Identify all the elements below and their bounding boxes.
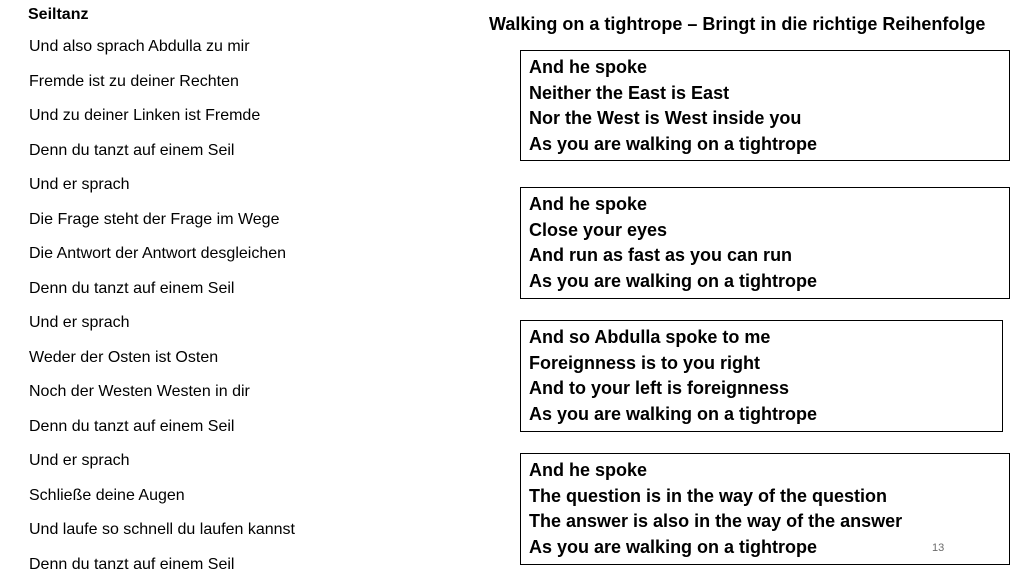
lyric-line: Fremde ist zu deiner Rechten (29, 71, 295, 106)
stanza-card-3[interactable] (520, 320, 1003, 432)
lyric-line: Weder der Osten ist Osten (29, 347, 295, 382)
lyric-line: Die Antwort der Antwort desgleichen (29, 243, 295, 278)
stanza-line: As you are walking on a tightrope (529, 402, 994, 428)
stanza-line: And so Abdulla spoke to me (529, 325, 994, 351)
stanza-line: And he spoke (529, 55, 1001, 81)
lyric-line: Denn du tanzt auf einem Seil (29, 554, 295, 588)
stanza-line: The answer is also in the way of the answer (529, 509, 1001, 535)
lyric-line: Und er sprach (29, 174, 295, 209)
stanza-line: And run as fast as you can run (529, 243, 1001, 269)
english-task-title: Walking on a tightrope – Bringt in die richtige Reihenfolge (489, 14, 985, 35)
german-title: Seiltanz (28, 6, 88, 24)
lyric-line: Denn du tanzt auf einem Seil (29, 140, 295, 175)
stanza-line: And he spoke (529, 458, 1001, 484)
stanza-card-2[interactable] (520, 187, 1010, 299)
lyric-line: Die Frage steht der Frage im Wege (29, 209, 295, 244)
stanza-line: Neither the East is East (529, 81, 1001, 107)
stanza-line: As you are walking on a tightrope (529, 535, 1001, 561)
lyric-line: Und laufe so schnell du laufen kannst (29, 519, 295, 554)
lyric-line: Noch der Westen Westen in dir (29, 381, 295, 416)
stanza-line: As you are walking on a tightrope (529, 269, 1001, 295)
lyric-line: Und zu deiner Linken ist Fremde (29, 105, 295, 140)
page-number: 13 (932, 542, 944, 554)
stanza-line: Foreignness is to you right (529, 351, 994, 377)
lyric-line: Denn du tanzt auf einem Seil (29, 416, 295, 451)
stanza-line: Nor the West is West inside you (529, 106, 1001, 132)
stanza-line: The question is in the way of the question (529, 484, 1001, 510)
stanza-card-1[interactable] (520, 50, 1010, 161)
lyric-line: Und er sprach (29, 450, 295, 485)
lyric-line: Schließe deine Augen (29, 485, 295, 520)
lyric-line: Denn du tanzt auf einem Seil (29, 278, 295, 313)
stanza-line: Close your eyes (529, 218, 1001, 244)
lyric-line: Und also sprach Abdulla zu mir (29, 36, 295, 71)
lyric-line: Und er sprach (29, 312, 295, 347)
stanza-line: And he spoke (529, 192, 1001, 218)
german-lyrics-list (29, 36, 295, 588)
stanza-line: And to your left is foreignness (529, 376, 994, 402)
stanza-line: As you are walking on a tightrope (529, 132, 1001, 158)
